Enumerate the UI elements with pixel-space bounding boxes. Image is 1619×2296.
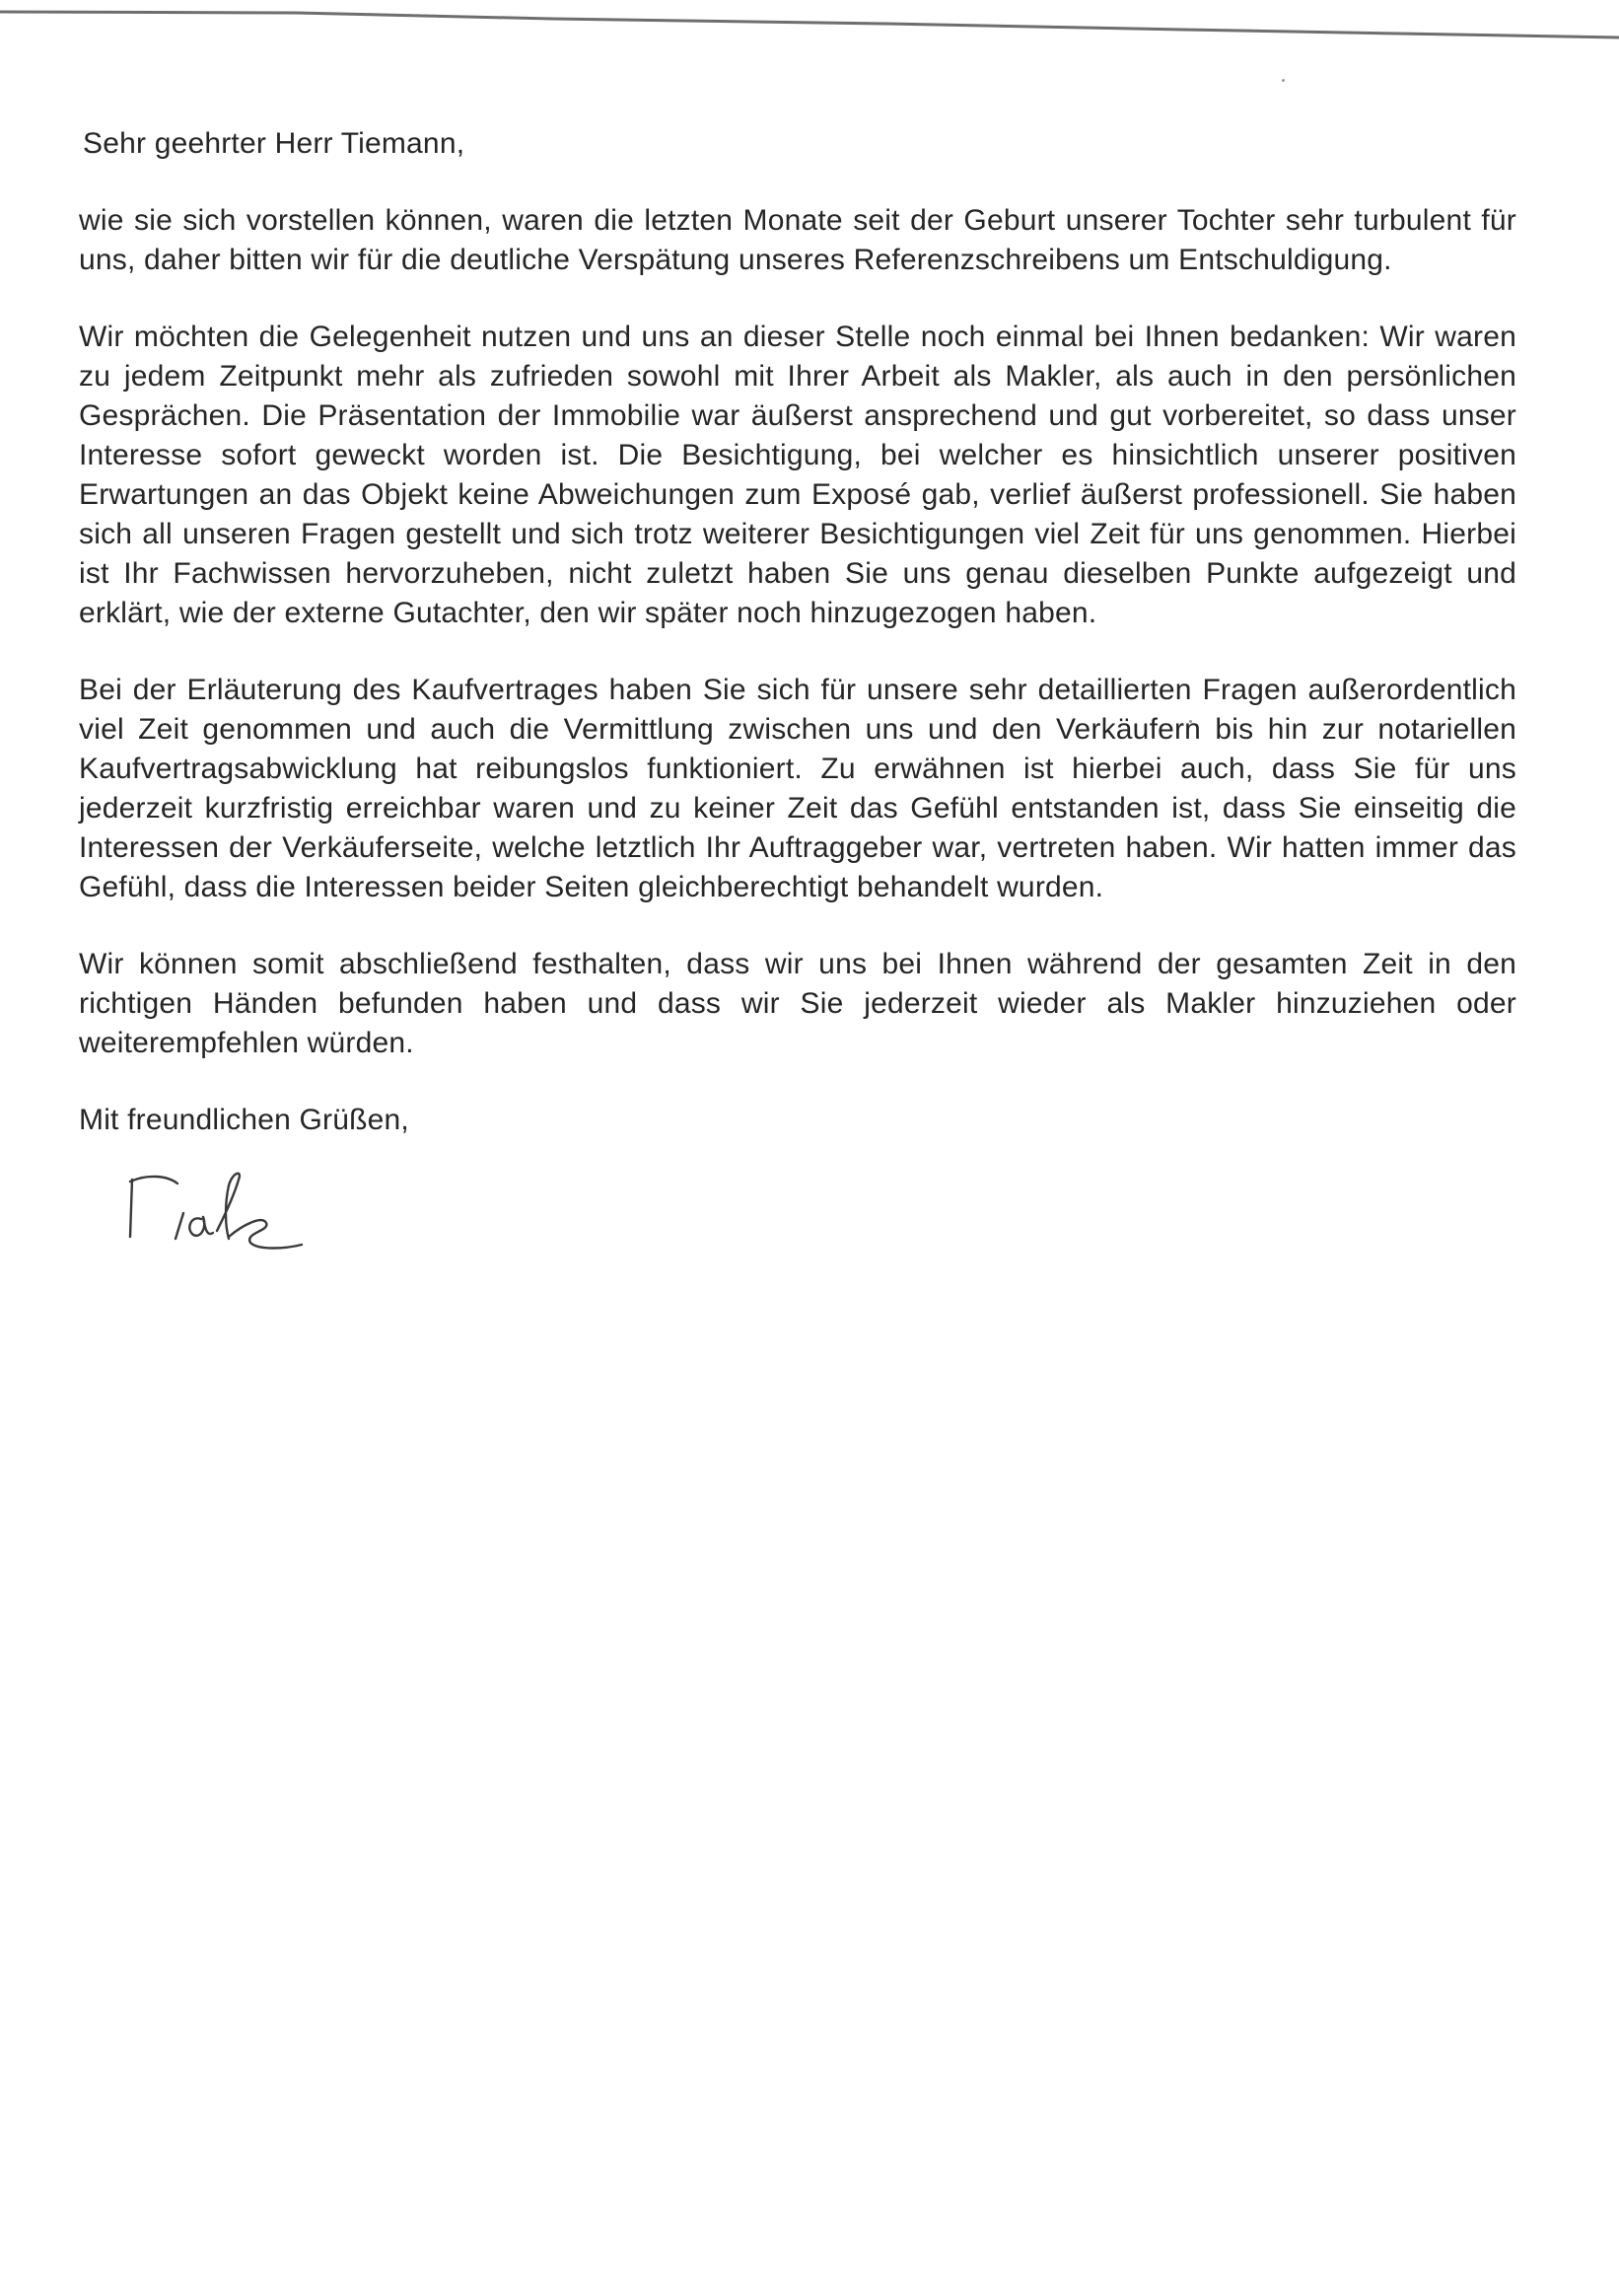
scan-speck (1282, 79, 1285, 82)
letter-paragraph-2: Wir möchten die Gelegenheit nutzen und uns an dieser Stelle noch einmal bei Ihnen bedanken: Wir waren zu jedem Zeitpunkt mehr als zufrieden sowohl mit Ihrer Arbeit als Makler, als auch in den persönlichen Gesprächen. Die Präsentation der Immobilie war äußerst ansprechend und gut vorbereitet, so dass unser Interesse sofort geweckt worden ist. Die Besichtigung, bei welcher es hinsichtlich unserer positiven Erwartungen an das Objekt keine Abweichungen zum Exposé gab, verlief äußerst professionell. Sie haben sich all unseren Fragen gestellt und sich trotz weiterer Besichtigungen viel Zeit für uns genommen. Hierbei ist Ihr Fachwissen hervorzuheben, nicht zuletzt haben Sie uns genau dieselben Punkte aufgezeigt und erklärt, wie der externe Gutachter, den wir später noch hinzugezogen haben. (79, 321, 1516, 629)
letter-salutation: Sehr geehrter Herr Tiemann, (83, 127, 465, 160)
letter-paragraph-3: Bei der Erläuterung des Kaufvertrages haben Sie sich für unsere sehr detaillierten Fragen außerordentlich viel Zeit genommen und auch die Vermittlung zwischen uns und den Verkäufern bis hin zur notariellen Kaufvertragsabwicklung hat reibungslos funktioniert. Zu erwähnen ist hierbei auch, dass Sie für uns jederzeit kurzfristig erreichbar waren und zu keiner Zeit das Gefühl entstanden ist, dass Sie einseitig die Interessen der Verkäuferseite, welche letztlich Ihr Auftraggeber war, vertreten haben. Wir hatten immer das Gefühl, dass die Interessen beider Seiten gleichberechtigt behandelt wurden. (79, 674, 1516, 903)
handwritten-signature (118, 1160, 345, 1258)
letter-paragraph-4: Wir können somit abschließend festhalten, dass wir uns bei Ihnen während der gesamten Zeit in den richtigen Händen befunden haben und dass wir Sie jederzeit wieder als Makler hinzuziehen oder weiterempfehlen würden. (79, 948, 1516, 1059)
scan-edge-line (0, 8, 1619, 39)
letter-paragraph-1: wie sie sich vorstellen können, waren die letzten Monate seit der Geburt unserer Tochter sehr turbulent für uns, daher bitten wir für die deutliche Verspätung unseres Referenzschreibens um Entschuldigung. (79, 204, 1516, 276)
letter-body (79, 124, 1516, 1258)
letter-closing: Mit freundlichen Grüßen, (79, 1104, 409, 1136)
